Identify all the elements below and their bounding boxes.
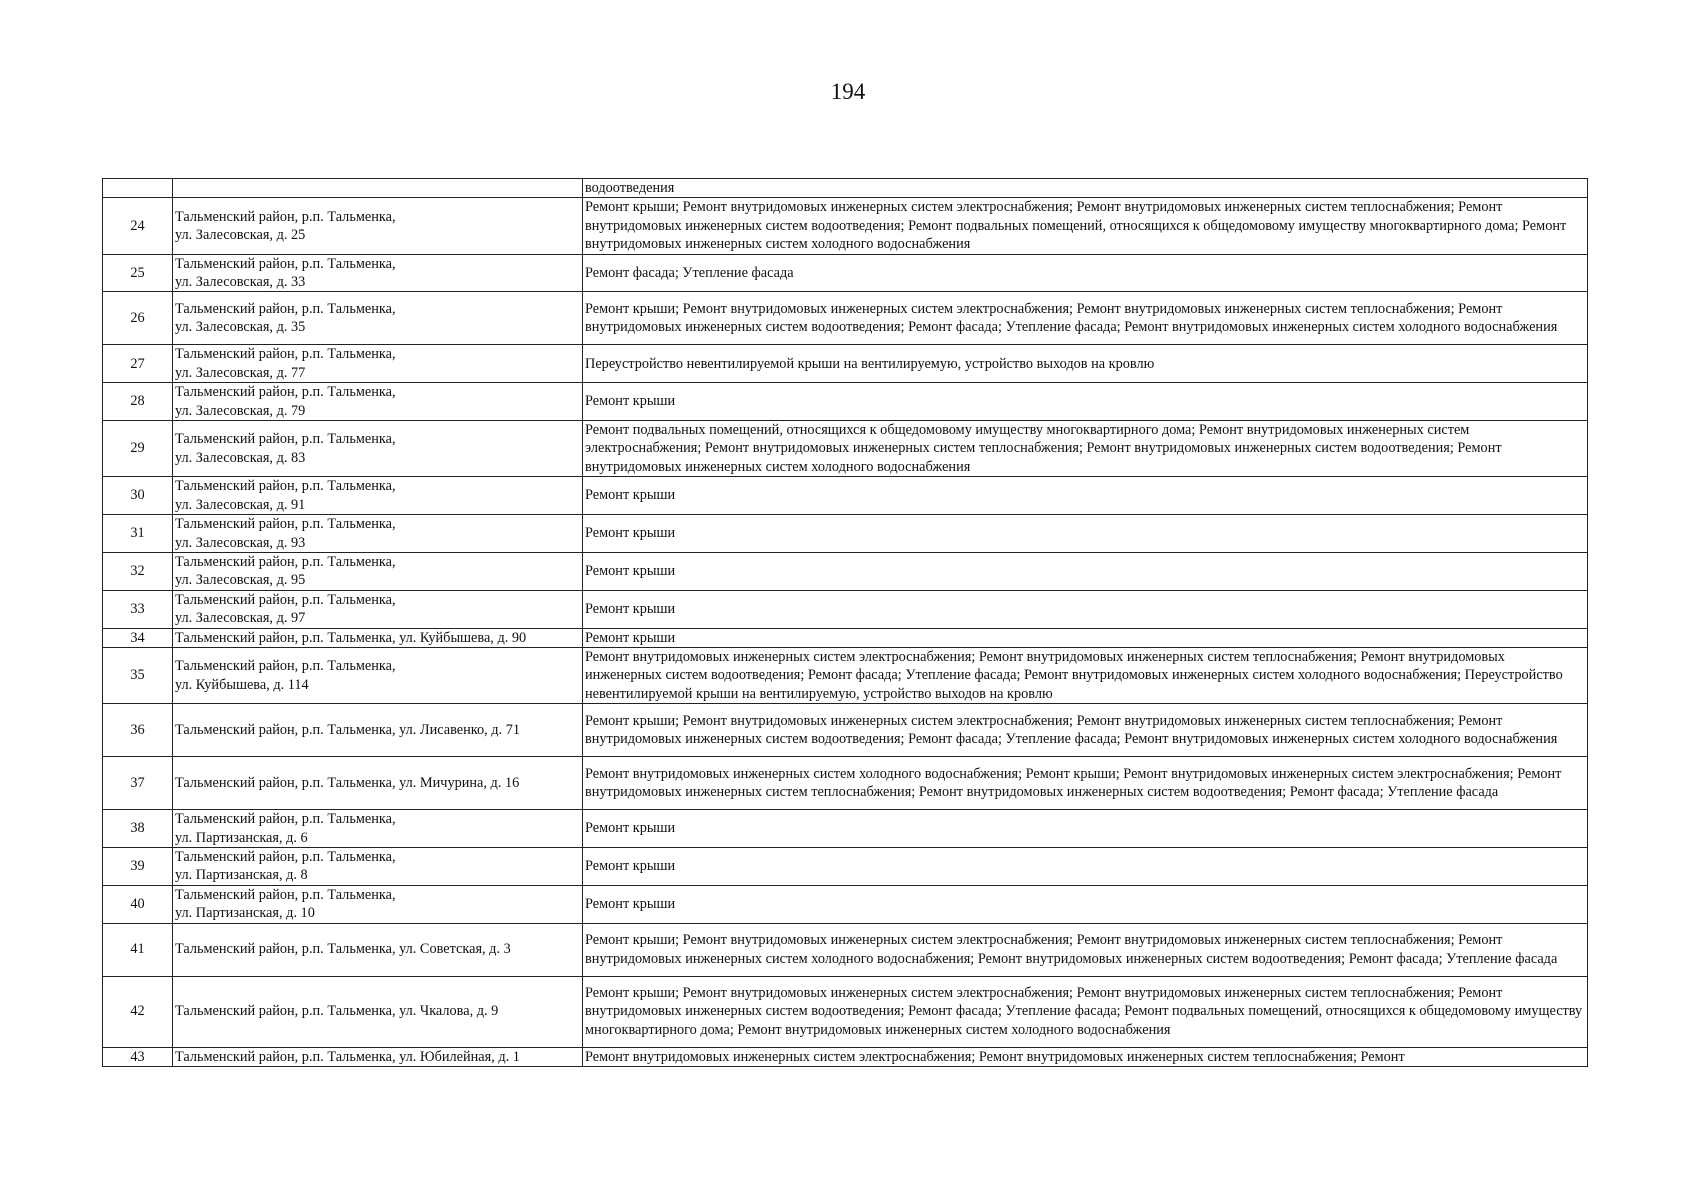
table-row [103, 292, 1588, 345]
row-number: 24 [103, 198, 173, 254]
address-cell: Тальменский район, р.п. Тальменка, ул. Куйбышева, д. 114 [173, 647, 583, 703]
row-number: 36 [103, 704, 173, 757]
works-cell: Ремонт крыши [583, 885, 1588, 923]
table-body [103, 179, 1588, 1067]
works-cell: Ремонт крыши [583, 477, 1588, 515]
works-cell: Ремонт внутридомовых инженерных систем холодного водоснабжения; Ремонт крыши; Ремонт внутридомовых инженерных систем электроснабжения; Ремонт внутридомовых инженерных систем теплоснабжения; Ремонт внутридомовых инженерных систем водоотведения; Ремонт фасада; Утепление фасада [583, 757, 1588, 810]
works-cell: Ремонт подвальных помещений, относящихся к общедомовому имуществу многоквартирного дома; Ремонт внутридомовых инженерных систем электроснабжения; Ремонт внутридомовых инженерных систем теплоснабжения; Ремонт внутридомовых инженерных систем водоотведения; Ремонт внутридомовых инженерных систем холодного водоснабжения [583, 421, 1588, 477]
address-cell: Тальменский район, р.п. Тальменка, ул. Залесовская, д. 91 [173, 477, 583, 515]
row-number: 41 [103, 923, 173, 976]
works-cell: Ремонт крыши; Ремонт внутридомовых инженерных систем электроснабжения; Ремонт внутридомовых инженерных систем теплоснабжения; Ремонт внутридомовых инженерных систем водоотведения; Ремонт фасада; Утепление фасада; Ремонт внутридомовых инженерных систем холодного водоснабжения [583, 704, 1588, 757]
address-cell: Тальменский район, р.п. Тальменка, ул. Лисавенко, д. 71 [173, 704, 583, 757]
table-row [103, 976, 1588, 1047]
row-number: 25 [103, 254, 173, 292]
row-number: 38 [103, 810, 173, 848]
row-number: 40 [103, 885, 173, 923]
table-row [103, 704, 1588, 757]
address-cell: Тальменский район, р.п. Тальменка, ул. Партизанская, д. 8 [173, 847, 583, 885]
address-cell: Тальменский район, р.п. Тальменка, ул. Мичурина, д. 16 [173, 757, 583, 810]
table-row [103, 254, 1588, 292]
works-cell: Ремонт фасада; Утепление фасада [583, 254, 1588, 292]
row-number: 32 [103, 552, 173, 590]
works-cell: Ремонт внутридомовых инженерных систем электроснабжения; Ремонт внутридомовых инженерных систем теплоснабжения; Ремонт внутридомовых инженерных систем водоотведения; Ремонт фасада; Утепление фасада; Ремонт внутридомовых инженерных систем холодного водоснабжения; Переустройство невентилируемой крыши на вентилируемую, устройство выходов на кровлю [583, 647, 1588, 703]
works-cell: Ремонт крыши [583, 383, 1588, 421]
address-cell: Тальменский район, р.п. Тальменка, ул. Залесовская, д. 35 [173, 292, 583, 345]
row-number: 28 [103, 383, 173, 421]
works-cell: Ремонт крыши [583, 628, 1588, 647]
works-cell: водоотведения [583, 179, 1588, 198]
address-cell: Тальменский район, р.п. Тальменка, ул. Залесовская, д. 33 [173, 254, 583, 292]
address-cell: Тальменский район, р.п. Тальменка, ул. Юбилейная, д. 1 [173, 1047, 583, 1066]
works-cell: Ремонт внутридомовых инженерных систем электроснабжения; Ремонт внутридомовых инженерных систем теплоснабжения; Ремонт [583, 1047, 1588, 1066]
row-number [103, 179, 173, 198]
page-number: 194 [830, 79, 866, 104]
address-cell: Тальменский район, р.п. Тальменка, ул. Залесовская, д. 97 [173, 590, 583, 628]
works-cell: Ремонт крыши [583, 552, 1588, 590]
table-row [103, 923, 1588, 976]
works-cell: Переустройство невентилируемой крыши на вентилируемую, устройство выходов на кровлю [583, 345, 1588, 383]
table-row [103, 885, 1588, 923]
row-number: 43 [103, 1047, 173, 1066]
table-row [103, 179, 1588, 198]
works-cell: Ремонт крыши; Ремонт внутридомовых инженерных систем электроснабжения; Ремонт внутридомовых инженерных систем теплоснабжения; Ремонт внутридомовых инженерных систем водоотведения; Ремонт подвальных помещений, относящихся к общедомовому имуществу многоквартирного дома; Ремонт внутридомовых инженерных систем холодного водоснабжения [583, 198, 1588, 254]
row-number: 37 [103, 757, 173, 810]
table-row [103, 810, 1588, 848]
address-cell: Тальменский район, р.п. Тальменка, ул. Залесовская, д. 83 [173, 421, 583, 477]
table-row [103, 477, 1588, 515]
table-row [103, 590, 1588, 628]
address-cell: Тальменский район, р.п. Тальменка, ул. Залесовская, д. 77 [173, 345, 583, 383]
address-cell [173, 179, 583, 198]
address-cell: Тальменский район, р.п. Тальменка, ул. Куйбышева, д. 90 [173, 628, 583, 647]
works-cell: Ремонт крыши; Ремонт внутридомовых инженерных систем электроснабжения; Ремонт внутридомовых инженерных систем теплоснабжения; Ремонт внутридомовых инженерных систем холодного водоснабжения; Ремонт внутридомовых инженерных систем водоотведения; Ремонт фасада; Утепление фасада [583, 923, 1588, 976]
works-cell: Ремонт крыши [583, 847, 1588, 885]
table-row [103, 515, 1588, 553]
table-row [103, 198, 1588, 254]
row-number: 31 [103, 515, 173, 553]
address-cell: Тальменский район, р.п. Тальменка, ул. Чкалова, д. 9 [173, 976, 583, 1047]
works-cell: Ремонт крыши; Ремонт внутридомовых инженерных систем электроснабжения; Ремонт внутридомовых инженерных систем теплоснабжения; Ремонт внутридомовых инженерных систем водоотведения; Ремонт фасада; Утепление фасада; Ремонт внутридомовых инженерных систем холодного водоснабжения [583, 292, 1588, 345]
row-number: 42 [103, 976, 173, 1047]
address-cell: Тальменский район, р.п. Тальменка, ул. Залесовская, д. 95 [173, 552, 583, 590]
address-cell: Тальменский район, р.п. Тальменка, ул. Залесовская, д. 25 [173, 198, 583, 254]
row-number: 39 [103, 847, 173, 885]
row-number: 27 [103, 345, 173, 383]
row-number: 26 [103, 292, 173, 345]
works-cell: Ремонт крыши [583, 810, 1588, 848]
address-cell: Тальменский район, р.п. Тальменка, ул. Партизанская, д. 6 [173, 810, 583, 848]
row-number: 35 [103, 647, 173, 703]
table-row [103, 383, 1588, 421]
address-cell: Тальменский район, р.п. Тальменка, ул. Залесовская, д. 79 [173, 383, 583, 421]
table-row [103, 847, 1588, 885]
row-number: 34 [103, 628, 173, 647]
works-cell: Ремонт крыши [583, 590, 1588, 628]
works-cell: Ремонт крыши [583, 515, 1588, 553]
table-row [103, 421, 1588, 477]
row-number: 33 [103, 590, 173, 628]
address-cell: Тальменский район, р.п. Тальменка, ул. Советская, д. 3 [173, 923, 583, 976]
works-cell: Ремонт крыши; Ремонт внутридомовых инженерных систем электроснабжения; Ремонт внутридомовых инженерных систем теплоснабжения; Ремонт внутридомовых инженерных систем водоотведения; Ремонт фасада; Утепление фасада; Ремонт подвальных помещений, относящихся к общедомовому имуществу многоквартирного дома; Ремонт внутридомовых инженерных систем холодного водоснабжения [583, 976, 1588, 1047]
table-row [103, 345, 1588, 383]
address-cell: Тальменский район, р.п. Тальменка, ул. Партизанская, д. 10 [173, 885, 583, 923]
table-row [103, 1047, 1588, 1066]
table-row [103, 647, 1588, 703]
table-row [103, 628, 1588, 647]
table-row [103, 552, 1588, 590]
table-row [103, 757, 1588, 810]
row-number: 30 [103, 477, 173, 515]
row-number: 29 [103, 421, 173, 477]
repair-works-table [102, 178, 1588, 1067]
address-cell: Тальменский район, р.п. Тальменка, ул. Залесовская, д. 93 [173, 515, 583, 553]
